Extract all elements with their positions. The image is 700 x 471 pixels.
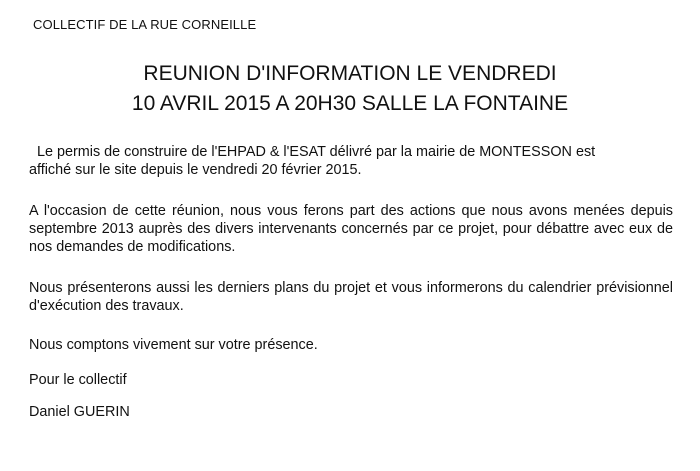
organization-header: COLLECTIF DE LA RUE CORNEILLE [33, 17, 257, 32]
meeting-title-line-1: REUNION D'INFORMATION LE VENDREDI [143, 62, 557, 85]
paragraph-plans: Nous présenterons aussi les derniers plans du projet et vous informerons du calendrier prévisionnel d'exécution des travaux. [29, 280, 673, 314]
paragraph-actions: A l'occasion de cette réunion, nous vous ferons part des actions que nous avons menées depuis septembre 2013 auprès des divers intervenants concernés par ce projet, pour débattre avec eux de nos demandes de modifications. [29, 203, 673, 255]
paragraph-permit-line-1: Le permis de construire de l'EHPAD & l'ESAT délivré par la mairie de MONTESSON est [37, 144, 596, 160]
closing-line: Pour le collectif [29, 372, 127, 388]
paragraph-presence: Nous comptons vivement sur votre présence. [29, 337, 318, 353]
paragraph-permit [29, 143, 673, 179]
meeting-title-line-2: 10 AVRIL 2015 A 20H30 SALLE LA FONTAINE [131, 92, 569, 115]
signature-name: Daniel GUERIN [29, 404, 130, 420]
paragraph-permit-line-2: affiché sur le site depuis le vendredi 20 février 2015. [29, 162, 362, 178]
